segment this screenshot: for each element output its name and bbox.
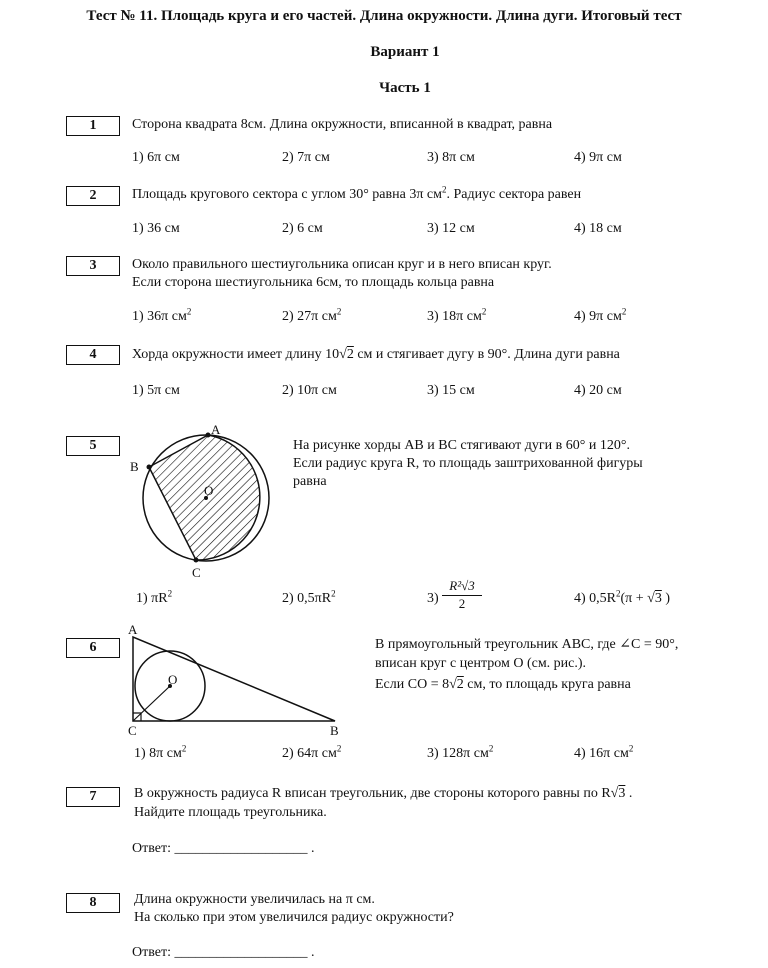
q4-option-1: 1) 5π см — [132, 383, 180, 398]
q8-line-1: Длина окружности увеличилась на π см. — [134, 892, 375, 907]
q8-answer-line[interactable]: Ответ: ___________________ . — [132, 945, 315, 960]
q5-line-1: На рисунке хорды AB и BC стягивают дуги в 60° и 120°. — [293, 438, 630, 453]
q1-option-4: 4) 9π см — [574, 150, 622, 165]
part-heading: Часть 1 — [379, 80, 431, 96]
variant-heading: Вариант 1 — [370, 44, 440, 60]
fraction-denominator: 2 — [458, 596, 466, 611]
q2-option-4: 4) 18 см — [574, 221, 622, 236]
q5-option-1: 1) $\pi R^2$ — [136, 588, 173, 606]
question-number-3: 3 — [66, 256, 120, 276]
q4-option-4: 4) 20 см — [574, 383, 622, 398]
q6-option-1: 1) 8π $см^2$ — [134, 743, 187, 761]
q5-option-3-fraction — [442, 578, 482, 612]
q5-line-3: равна — [293, 474, 327, 489]
q2-text: Площадь кругового сектора с углом 30° равна 3π $см^2$. Радиус сектора равен — [132, 184, 582, 202]
q3-option-2: 2) 27π $см^2$ — [282, 306, 342, 324]
q1-option-3: 3) 8π см — [427, 150, 475, 165]
question-number-6: 6 — [66, 638, 120, 658]
q3-line-2: Если сторона шестиугольника 6см, то площадь кольца равна — [132, 275, 495, 290]
q1-option-2: 2) 7π см — [282, 150, 330, 165]
q3-option-3: 3) 18π $см^2$ — [427, 306, 487, 324]
triangle — [133, 637, 335, 721]
question-number-8: 8 — [66, 893, 120, 913]
q7-answer-line[interactable]: Ответ: ___________________ . — [132, 841, 315, 856]
label-a: A — [128, 622, 138, 637]
triangle-figure — [125, 625, 345, 730]
q6-option-4: 4) 16π $см^2$ — [574, 743, 634, 761]
label-a: A — [211, 422, 221, 437]
q1-text: Сторона квадрата 8см. Длина окружности, вписанной в квадрат, равна — [132, 117, 553, 132]
q4-option-2: 2) 10π см — [282, 383, 337, 398]
label-o: O — [168, 672, 178, 687]
label-b: B — [130, 459, 139, 474]
question-number-1: 1 — [66, 116, 120, 136]
q1-option-1: 1) 6π см — [132, 150, 180, 165]
q2-option-3: 3) 12 см — [427, 221, 475, 236]
label-o: O — [204, 483, 214, 498]
question-number-5: 5 — [66, 436, 120, 456]
page-title: Тест № 11. Площадь круга и его частей. Длина окружности. Длина дуги. Итоговый тест — [86, 8, 682, 24]
point-a — [206, 433, 211, 438]
label-c: C — [128, 723, 137, 738]
q5-option-4: 4) $0,5R^2(\pi + √3$ ) — [574, 588, 670, 606]
q7-line-2: Найдите площадь треугольника. — [134, 805, 327, 820]
question-number-4: 4 — [66, 345, 120, 365]
q4-option-3: 3) 15 см — [427, 383, 475, 398]
q2-option-2: 2) 6 см — [282, 221, 323, 236]
q5-line-2: Если радиус круга R, то площадь заштрихованной фигуры — [293, 456, 643, 471]
q6-line-2: вписан круг с центром O (см. рис.). — [375, 656, 587, 671]
q3-option-1: 1) 36π $см^2$ — [132, 306, 192, 324]
q3-option-4: 4) 9π $см^2$ — [574, 306, 627, 324]
q7-line-1: В окружность радиуса R вписан треугольник, две стороны которого равны по R√3 . — [134, 786, 633, 801]
q6-line-1: В прямоугольный треугольник ABC, где ∠C = 90°, — [375, 637, 679, 652]
fraction-numerator: R²√3 — [442, 578, 482, 596]
circle-figure — [130, 420, 280, 585]
q5-option-2: 2) $0,5\pi R^2$ — [282, 588, 336, 606]
q6-option-3: 3) 128π $см^2$ — [427, 743, 494, 761]
q2-option-1: 1) 36 см — [132, 221, 180, 236]
q6-option-2: 2) 64π $см^2$ — [282, 743, 342, 761]
question-number-7: 7 — [66, 787, 120, 807]
label-c: C — [192, 565, 201, 580]
label-b: B — [330, 723, 339, 738]
point-c — [194, 558, 199, 563]
q4-text: Хорда окружности имеет длину 10√2 см и стягивает дугу в 90°. Длина дуги равна — [132, 347, 620, 362]
q8-line-2: На сколько при этом увеличился радиус окружности? — [134, 910, 454, 925]
q5-option-3-label: 3) — [427, 591, 439, 606]
point-b — [147, 465, 152, 470]
q3-line-1: Около правильного шестиугольника описан круг и в него вписан круг. — [132, 257, 552, 272]
question-number-2: 2 — [66, 186, 120, 206]
q6-line-3: Если CO = 8√2 см, то площадь круга равна — [375, 677, 631, 692]
